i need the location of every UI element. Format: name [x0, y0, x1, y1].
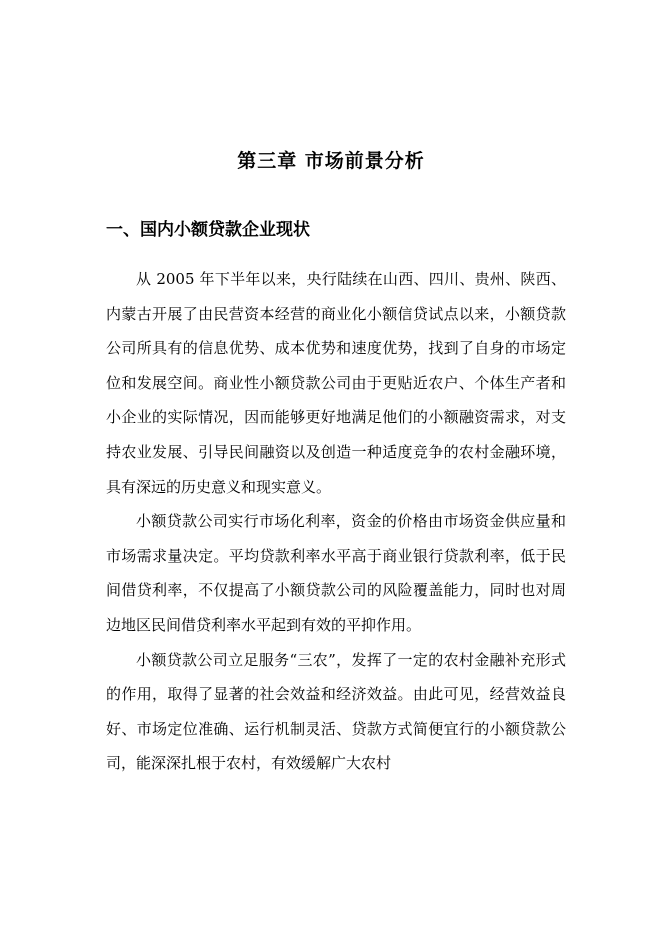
chapter-title: 第三章 市场前景分析	[237, 150, 425, 172]
body-text	[106, 262, 566, 781]
section-heading: 一、国内小额贷款企业现状	[106, 220, 310, 240]
paragraph: 从 2005 年下半年以来，央行陆续在山西、四川、贵州、陕西、内蒙古开展了由民营资本经营的商业化小额信贷试点以来，小额贷款公司所具有的信息优势、成本优势和速度优势，找到了自身的市场定位和发展空间。商业性小额贷款公司由于更贴近农户、个体生产者和小企业的实际情况，因而能够更好地满足他们的小额融资需求，对支持农业发展、引导民间融资以及创造一种适度竞争的农村金融环境，具有深远的历史意义和现实意义。	[106, 270, 566, 496]
paragraph: 小额贷款公司实行市场化利率，资金的价格由市场资金供应量和市场需求量决定。平均贷款利率水平高于商业银行贷款利率，低于民间借贷利率，不仅提高了小额贷款公司的风险覆盖能力，同时也对周边地区民间借贷利率水平起到有效的平抑作用。	[106, 512, 566, 634]
paragraph: 小额贷款公司立足服务“三农”，发挥了一定的农村金融补充形式的作用，取得了显著的社会效益和经济效益。由此可见，经营效益良好、市场定位准确、运行机制灵活、贷款方式简便宜行的小额贷款公司，能深深扎根于农村，有效缓解广大农村	[106, 650, 566, 773]
